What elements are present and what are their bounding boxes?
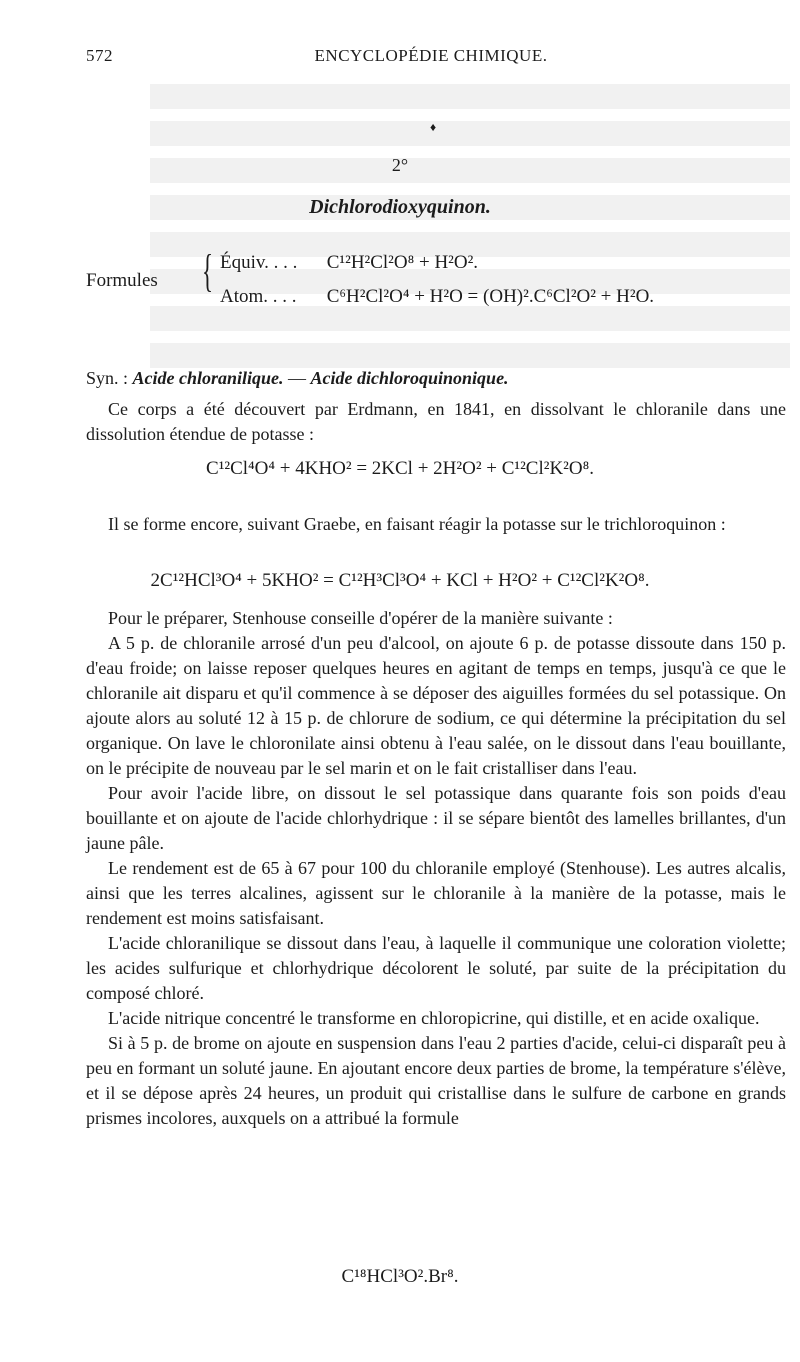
- syn-prefix: Syn. :: [86, 368, 129, 388]
- equiv-label: Équiv. . . .: [220, 252, 298, 273]
- page-number: 572: [86, 46, 113, 65]
- paragraph-yield: Le rendement est de 65 à 67 pour 100 du chloranile employé (Stenhouse). Les autres alcalis, ainsi que les terres alcalines, agissent sur le chloranile à la manière de la potasse, mais le rendement est moins satisfaisant.: [86, 858, 786, 928]
- paragraph-bromine: Si à 5 p. de brome on ajoute en suspension dans l'eau 2 parties d'acide, celui-ci disparaît peu à peu en formant un soluté jaune. En ajoutant encore deux parties de brome, la température s'élève, et il se dépose après 24 heures, un produit qui cristallise dans le sulfure de carbone en grands prismes incolores, auxquels on a attribué la formule: [86, 1033, 786, 1128]
- paragraph-preparation-intro: Pour le préparer, Stenhouse conseille d'opérer de la manière suivante :: [108, 608, 613, 628]
- syn-name-2: Acide dichloroquinonique.: [310, 368, 509, 388]
- show-through-text: [150, 84, 790, 394]
- atom-label: Atom. . . .: [220, 286, 297, 307]
- paragraph-graebe: [86, 512, 786, 537]
- section-number: 2°: [391, 155, 409, 175]
- paragraph-nitric-acid: L'acide nitrique concentré le transforme en chloropicrine, qui distille, et en acide oxalique.: [108, 1008, 760, 1028]
- brace-symbol: {: [202, 245, 214, 296]
- paragraph-text: Il se forme encore, suivant Graebe, en faisant réagir la potasse sur le trichloroquinon :: [108, 514, 726, 534]
- compound-heading: Dichlorodioxyquinon.: [309, 196, 491, 218]
- paragraph-free-acid: Pour avoir l'acide libre, on dissout le sel potassique dans quarante fois son poids d'eau bouillante et on ajoute de l'acide chlorhydrique : il se sépare bientôt des lamelles brillantes, d'un jaune pâle.: [86, 783, 786, 853]
- equation-2: 2C¹²HCl³O⁴ + 5KHO² = C¹²H³Cl³O⁴ + KCl + H²O² + C¹²Cl²K²O⁸.: [150, 570, 650, 591]
- synonyms-line: [86, 368, 786, 389]
- equation-3: C¹⁸HCl³O².Br⁸.: [341, 1266, 459, 1287]
- paragraph-preparation: A 5 p. de chloranile arrosé d'un peu d'alcool, on ajoute 6 p. de potasse dissoute dans 150 p. d'eau froide; on laisse reposer quelques heures en agitant de temps en temps, jusqu'à ce que le chloranile ait disparu et qu'il commence à se déposer des aiguilles formées du sel potassique. On ajoute alors au soluté 12 à 15 p. de chlorure de sodium, ce qui détermine la précipitation du sel organique. On lave le chloronilate ainsi obtenu à l'eau salée, on le dissout dans l'eau bouillante, on le précipite de nouveau par le sel marin et on le fait cristalliser dans l'eau.: [86, 633, 786, 778]
- paragraph-discovery: [86, 397, 786, 447]
- header-title: ENCYCLOPÉDIE CHIMIQUE.: [314, 46, 548, 65]
- syn-name-1: Acide chloranilique.: [132, 368, 284, 388]
- atom-formula-row: [220, 286, 654, 308]
- atom-formula: C⁶H²Cl²O⁴ + H²O = (OH)².C⁶Cl²O² + H²O.: [326, 286, 655, 307]
- paragraph-body: [86, 606, 786, 1131]
- equiv-formula: C¹²H²Cl²O⁸ + H²O².: [326, 252, 479, 273]
- formulas-label: Formules: [86, 270, 158, 291]
- equation-1: C¹²Cl⁴O⁴ + 4KHO² = 2KCl + 2H²O² + C¹²Cl²K²O⁸.: [206, 458, 594, 479]
- equiv-formula-row: [220, 252, 478, 274]
- ink-mark: ♦: [430, 120, 437, 134]
- paragraph-text: Ce corps a été découvert par Erdmann, en 1841, en dissolvant le chloranile dans une dissolution étendue de potasse :: [86, 399, 786, 444]
- syn-dash: —: [288, 368, 307, 388]
- paragraph-solubility: L'acide chloranilique se dissout dans l'eau, à laquelle il communique une coloration violette; les acides sulfurique et chlorhydrique décolorent le soluté, par suite de la précipitation du composé chloré.: [86, 933, 786, 1003]
